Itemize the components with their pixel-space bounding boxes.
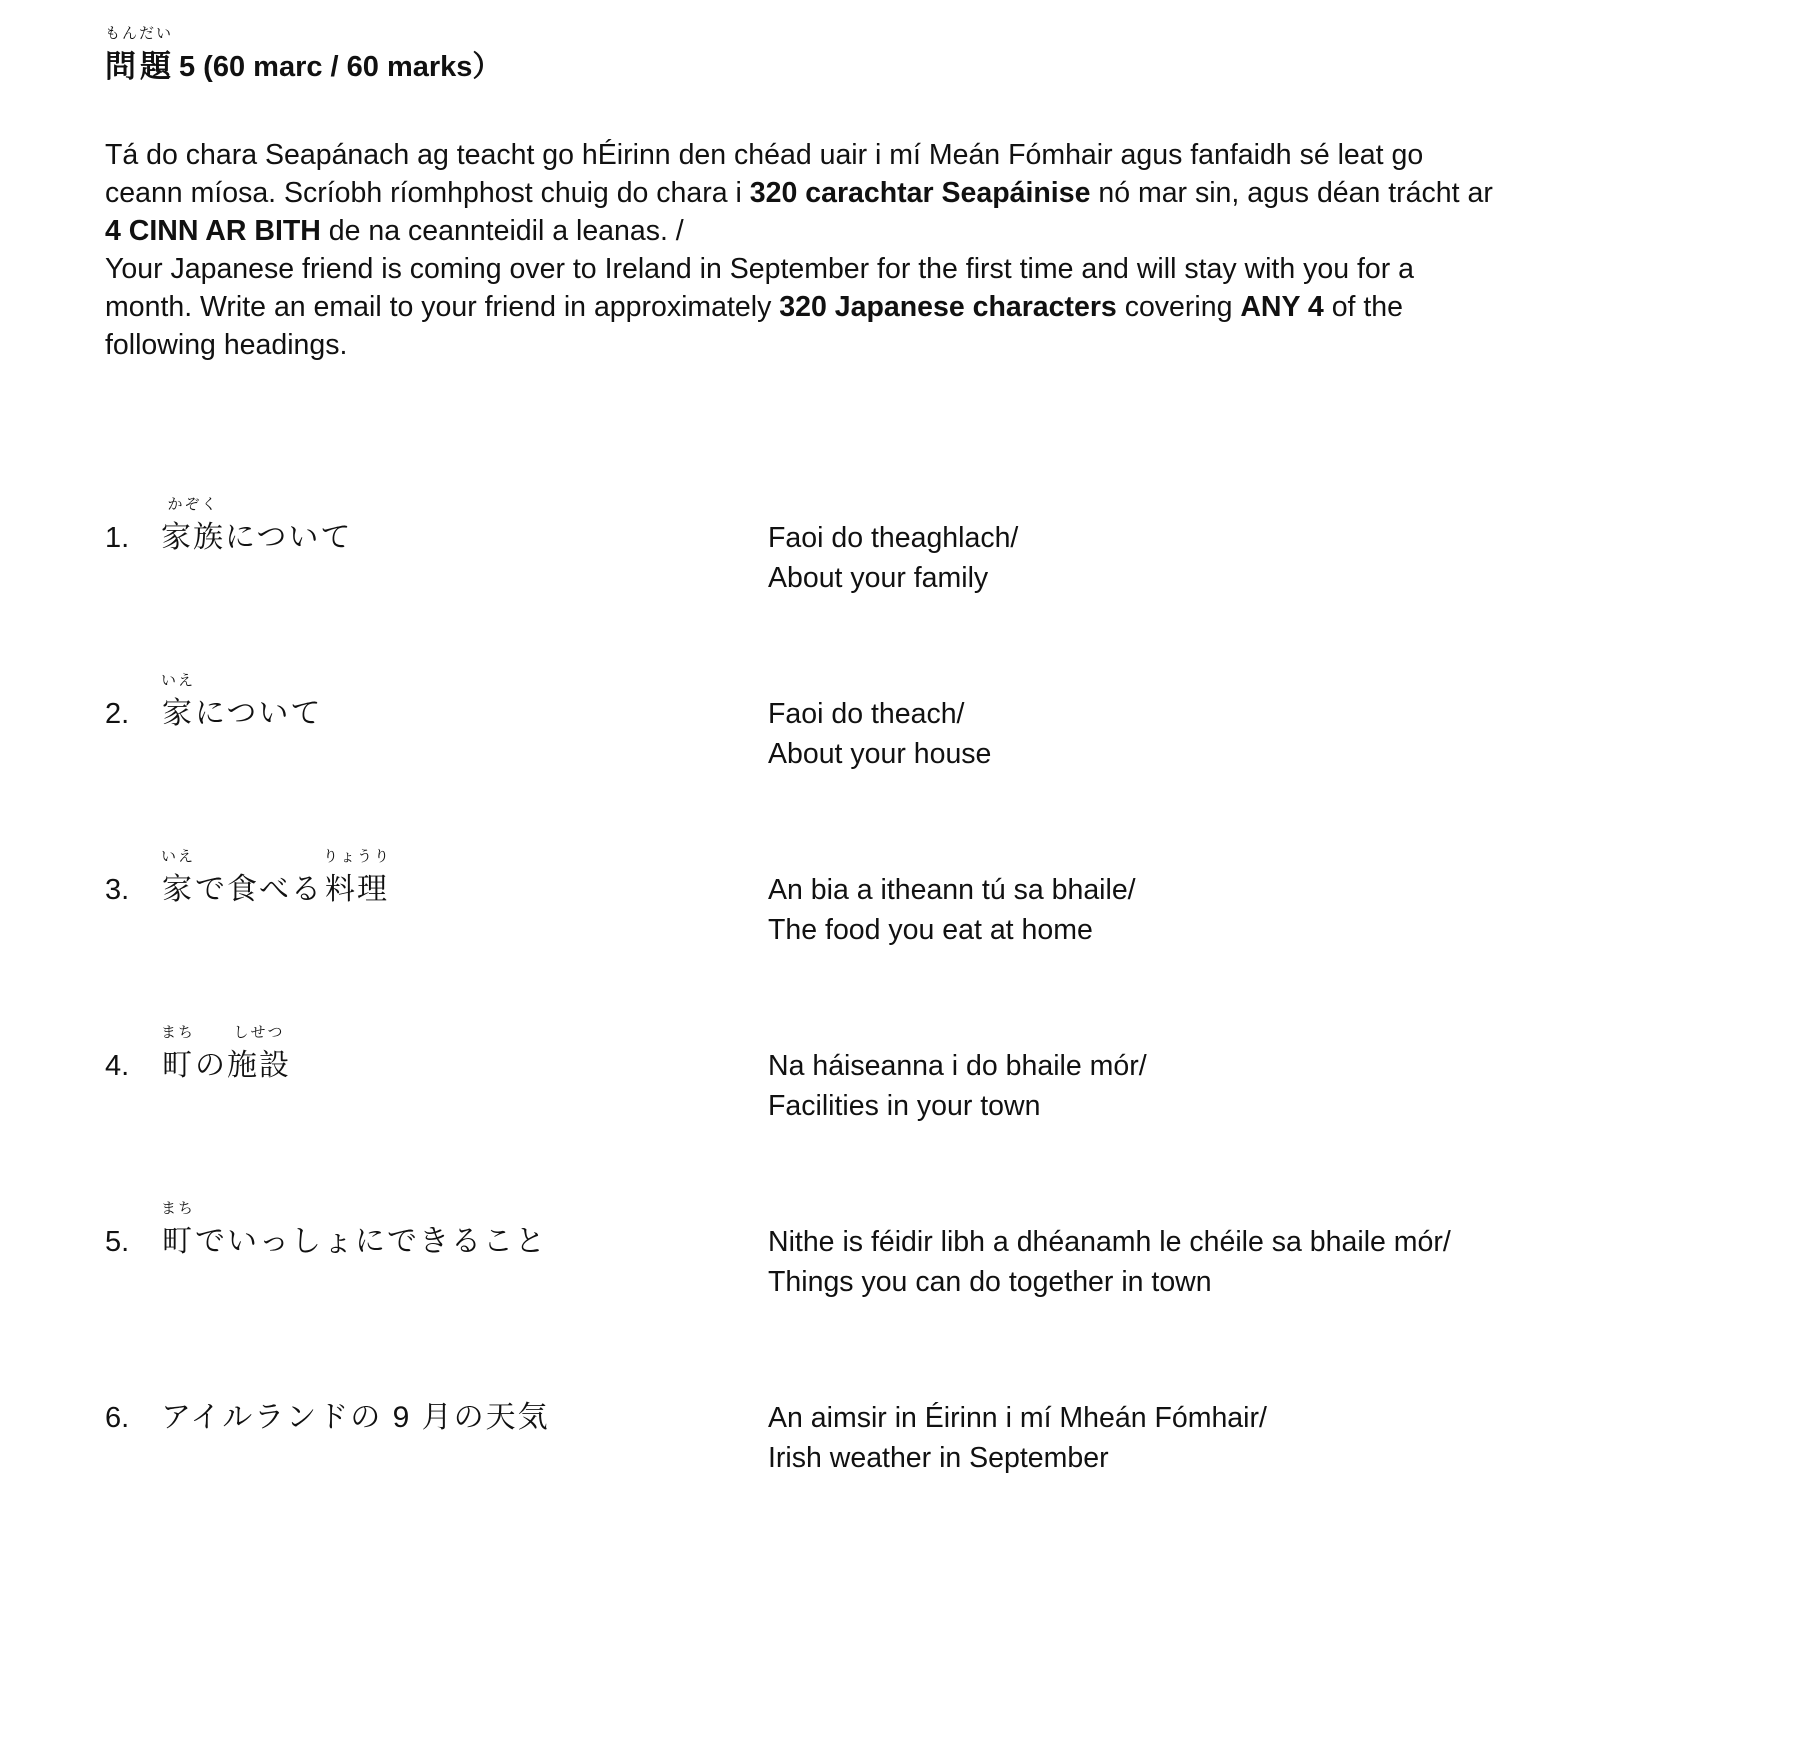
japanese-segment [161, 1196, 195, 1262]
japanese-segment [161, 668, 195, 734]
heading-item [105, 1372, 1708, 1478]
item-english-text: Facilities in your town [768, 1090, 1041, 1122]
japanese-segment [195, 668, 322, 734]
item-japanese [161, 492, 768, 598]
item-translation [768, 1020, 1708, 1126]
item-japanese [161, 1020, 768, 1126]
title-kanji-block [105, 22, 175, 88]
title-marks: 5 (60 marc / 60 marks） [179, 51, 502, 83]
heading-item [105, 668, 1708, 774]
japanese-segment [161, 1020, 195, 1086]
japanese-segment [195, 1196, 547, 1262]
item-translation [768, 668, 1708, 774]
intro-ga-bold-characters: 320 carachtar Seapáinise [749, 177, 1091, 209]
item-number: 5. [105, 1226, 130, 1258]
intro-ga-text-3: de na ceannteidil a leanas. / [320, 215, 684, 247]
japanese-text: アイルランドの 9 月の天気 [161, 1401, 550, 1434]
furigana: いえ [161, 672, 196, 689]
intro-ga-text-2: nó mar sin, agus déan trácht ar [1090, 177, 1493, 209]
intro-ga-text-1: Tá do chara Seapánach ag teacht go hÉirinn den chéad uair i mí Meán Fómhair agus fanfaidh sé leat go ceann míosa. Scríobh ríomhphost chuig do chara i [105, 139, 1424, 209]
furigana: りょうり [323, 848, 392, 865]
item-translation [768, 844, 1708, 950]
intro-en-text-1: Your Japanese friend is coming over to Ireland in September for the first time and will stay with you for a month. Write an email to your friend in approximately [105, 253, 1415, 323]
heading-item [105, 492, 1708, 598]
heading-item [105, 1196, 1708, 1302]
japanese-text: 施設 [227, 1049, 292, 1082]
item-english-text: About your house [768, 738, 992, 770]
japanese-text: でいっしょにできること [195, 1225, 548, 1258]
japanese-segment [227, 1020, 291, 1086]
japanese-segment [195, 844, 323, 910]
japanese-text: 家 [162, 697, 194, 730]
furigana: かぞく [167, 496, 219, 513]
title-kanji: 問題 [105, 49, 175, 84]
furigana: まち [161, 1024, 196, 1041]
furigana: しせつ [233, 1024, 285, 1041]
intro-en-bold-any4: ANY 4 [1240, 291, 1324, 323]
furigana: まち [161, 1200, 196, 1217]
item-japanese [161, 668, 768, 774]
item-number: 4. [105, 1050, 130, 1082]
item-translation [768, 1372, 1708, 1478]
japanese-segment [161, 1372, 550, 1438]
japanese-text: 町 [162, 1049, 194, 1082]
intro-en-bold-characters: 320 Japanese characters [779, 291, 1117, 323]
item-japanese [161, 844, 768, 950]
item-number: 6. [105, 1402, 130, 1434]
item-irish-text: An bia a itheann tú sa bhaile/ [768, 874, 1136, 906]
title-furigana: もんだい [105, 25, 174, 42]
japanese-segment [161, 844, 195, 910]
intro-paragraph [105, 136, 1500, 364]
furigana [195, 1020, 227, 1046]
japanese-segment [323, 844, 391, 910]
japanese-segment [195, 1020, 227, 1086]
japanese-text: について [225, 521, 353, 554]
japanese-text: 家 [162, 873, 194, 906]
item-irish-text: Faoi do theach/ [768, 698, 965, 730]
japanese-segment [161, 492, 225, 558]
intro-en-text-3: of the following headings. [105, 291, 1404, 361]
japanese-text: で食べる [195, 873, 324, 906]
item-irish-text: Faoi do theaghlach/ [768, 522, 1019, 554]
intro-en-text-2: covering [1116, 291, 1241, 323]
japanese-text: 家族 [161, 521, 225, 554]
furigana [225, 492, 352, 518]
heading-item [105, 1020, 1708, 1126]
item-irish-text: An aimsir in Éirinn i mí Mheán Fómhair/ [768, 1402, 1267, 1434]
item-number: 1. [105, 522, 130, 554]
furigana [195, 668, 322, 694]
item-irish-text: Nithe is féidir libh a dhéanamh le chéile sa bhaile mór/ [768, 1226, 1451, 1258]
heading-item [105, 844, 1708, 950]
item-irish-text: Na háiseanna i do bhaile mór/ [768, 1050, 1147, 1082]
item-english-text: About your family [768, 562, 989, 594]
item-japanese [161, 1372, 768, 1478]
japanese-text: について [195, 697, 323, 730]
item-number: 3. [105, 874, 130, 906]
furigana [195, 1196, 547, 1222]
furigana [195, 844, 323, 870]
item-translation [768, 1196, 1708, 1302]
item-english-text: Things you can do together in town [768, 1266, 1212, 1298]
item-japanese [161, 1196, 768, 1302]
furigana: いえ [161, 848, 196, 865]
japanese-text: 町 [162, 1225, 194, 1258]
japanese-segment [225, 492, 352, 558]
page-title [105, 22, 1708, 88]
item-number: 2. [105, 698, 130, 730]
item-english-text: Irish weather in September [768, 1442, 1109, 1474]
intro-ga-bold-any4: 4 CINN AR BITH [105, 215, 321, 247]
headings-list [105, 492, 1708, 1478]
japanese-text: 料理 [325, 873, 390, 906]
furigana [161, 1372, 550, 1398]
item-translation [768, 492, 1708, 598]
japanese-text: の [195, 1049, 228, 1082]
item-english-text: The food you eat at home [768, 914, 1093, 946]
